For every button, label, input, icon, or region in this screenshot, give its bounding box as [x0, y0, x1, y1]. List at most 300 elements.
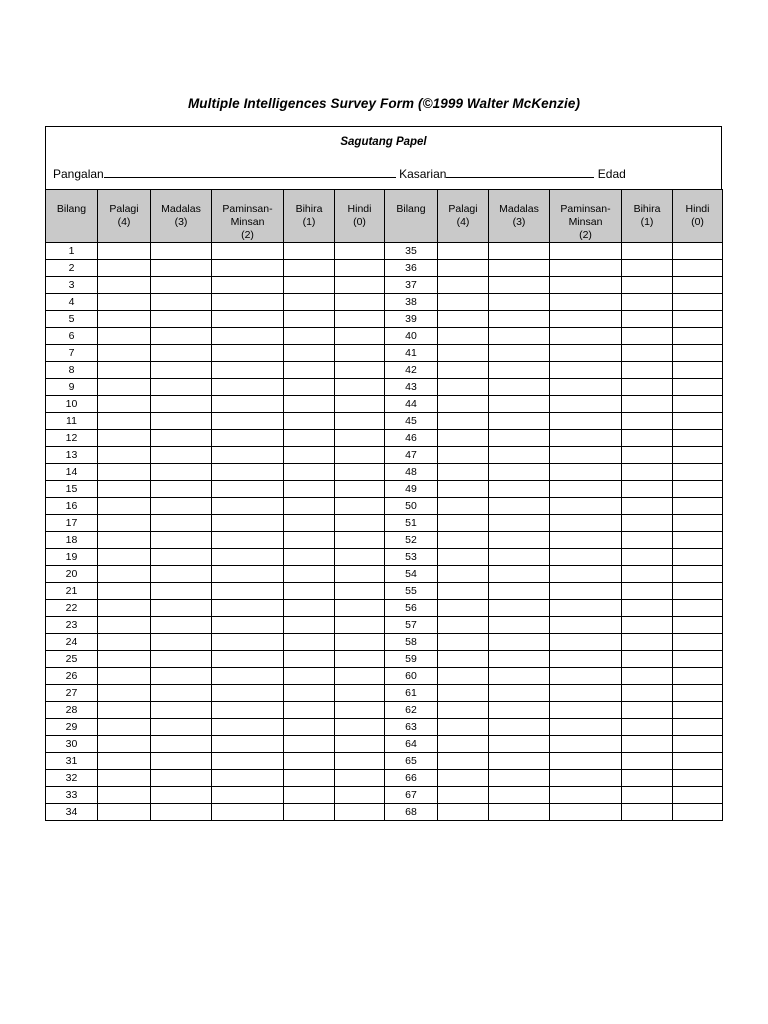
answer-cell[interactable]: [489, 328, 550, 345]
answer-cell[interactable]: [673, 379, 723, 396]
answer-cell[interactable]: [151, 379, 212, 396]
answer-cell[interactable]: [438, 685, 489, 702]
answer-cell[interactable]: [151, 328, 212, 345]
answer-cell[interactable]: [673, 583, 723, 600]
answer-cell[interactable]: [284, 311, 335, 328]
answer-cell[interactable]: [335, 362, 385, 379]
answer-cell[interactable]: [673, 668, 723, 685]
answer-cell[interactable]: [550, 634, 622, 651]
answer-cell[interactable]: [335, 787, 385, 804]
answer-cell[interactable]: [212, 362, 284, 379]
answer-cell[interactable]: [489, 770, 550, 787]
answer-cell[interactable]: [335, 736, 385, 753]
answer-cell[interactable]: [550, 311, 622, 328]
answer-cell[interactable]: [550, 464, 622, 481]
answer-cell[interactable]: [284, 260, 335, 277]
answer-cell[interactable]: [212, 260, 284, 277]
answer-cell[interactable]: [673, 804, 723, 821]
answer-cell[interactable]: [212, 719, 284, 736]
answer-cell[interactable]: [673, 787, 723, 804]
answer-cell[interactable]: [438, 311, 489, 328]
answer-cell[interactable]: [98, 498, 151, 515]
answer-cell[interactable]: [98, 447, 151, 464]
answer-cell[interactable]: [550, 651, 622, 668]
answer-cell[interactable]: [673, 515, 723, 532]
answer-cell[interactable]: [673, 464, 723, 481]
answer-cell[interactable]: [151, 600, 212, 617]
answer-cell[interactable]: [335, 328, 385, 345]
answer-cell[interactable]: [335, 804, 385, 821]
answer-cell[interactable]: [335, 566, 385, 583]
answer-cell[interactable]: [438, 549, 489, 566]
answer-cell[interactable]: [335, 498, 385, 515]
answer-cell[interactable]: [550, 719, 622, 736]
answer-cell[interactable]: [438, 583, 489, 600]
answer-cell[interactable]: [151, 753, 212, 770]
answer-cell[interactable]: [673, 600, 723, 617]
answer-cell[interactable]: [622, 668, 673, 685]
answer-cell[interactable]: [550, 362, 622, 379]
answer-cell[interactable]: [335, 532, 385, 549]
answer-cell[interactable]: [212, 464, 284, 481]
answer-cell[interactable]: [622, 600, 673, 617]
answer-cell[interactable]: [151, 770, 212, 787]
answer-cell[interactable]: [438, 532, 489, 549]
answer-cell[interactable]: [438, 294, 489, 311]
answer-cell[interactable]: [151, 566, 212, 583]
answer-cell[interactable]: [151, 532, 212, 549]
answer-cell[interactable]: [673, 702, 723, 719]
answer-cell[interactable]: [212, 668, 284, 685]
answer-cell[interactable]: [622, 481, 673, 498]
answer-cell[interactable]: [438, 481, 489, 498]
answer-cell[interactable]: [284, 753, 335, 770]
answer-cell[interactable]: [489, 583, 550, 600]
answer-cell[interactable]: [438, 430, 489, 447]
answer-cell[interactable]: [151, 362, 212, 379]
answer-cell[interactable]: [151, 345, 212, 362]
answer-cell[interactable]: [98, 260, 151, 277]
answer-cell[interactable]: [489, 413, 550, 430]
answer-cell[interactable]: [335, 294, 385, 311]
answer-cell[interactable]: [550, 532, 622, 549]
answer-cell[interactable]: [438, 464, 489, 481]
answer-cell[interactable]: [98, 532, 151, 549]
answer-cell[interactable]: [98, 634, 151, 651]
answer-cell[interactable]: [489, 600, 550, 617]
answer-cell[interactable]: [673, 447, 723, 464]
answer-cell[interactable]: [212, 736, 284, 753]
answer-cell[interactable]: [98, 379, 151, 396]
answer-cell[interactable]: [550, 583, 622, 600]
answer-cell[interactable]: [284, 430, 335, 447]
answer-cell[interactable]: [98, 481, 151, 498]
answer-cell[interactable]: [212, 294, 284, 311]
answer-cell[interactable]: [212, 243, 284, 260]
answer-cell[interactable]: [438, 770, 489, 787]
answer-cell[interactable]: [98, 396, 151, 413]
answer-cell[interactable]: [438, 379, 489, 396]
answer-cell[interactable]: [438, 702, 489, 719]
answer-cell[interactable]: [212, 634, 284, 651]
answer-cell[interactable]: [284, 719, 335, 736]
answer-cell[interactable]: [212, 566, 284, 583]
answer-cell[interactable]: [550, 277, 622, 294]
answer-cell[interactable]: [284, 481, 335, 498]
answer-cell[interactable]: [212, 770, 284, 787]
answer-cell[interactable]: [212, 753, 284, 770]
answer-cell[interactable]: [438, 362, 489, 379]
answer-cell[interactable]: [98, 770, 151, 787]
answer-cell[interactable]: [622, 549, 673, 566]
answer-cell[interactable]: [438, 328, 489, 345]
answer-cell[interactable]: [438, 515, 489, 532]
answer-cell[interactable]: [212, 396, 284, 413]
answer-cell[interactable]: [622, 651, 673, 668]
answer-cell[interactable]: [438, 277, 489, 294]
answer-cell[interactable]: [438, 447, 489, 464]
answer-cell[interactable]: [212, 328, 284, 345]
answer-cell[interactable]: [98, 651, 151, 668]
answer-cell[interactable]: [335, 311, 385, 328]
answer-cell[interactable]: [284, 515, 335, 532]
answer-cell[interactable]: [284, 668, 335, 685]
answer-cell[interactable]: [212, 532, 284, 549]
answer-cell[interactable]: [489, 566, 550, 583]
answer-cell[interactable]: [438, 600, 489, 617]
answer-cell[interactable]: [622, 345, 673, 362]
answer-cell[interactable]: [622, 362, 673, 379]
answer-cell[interactable]: [151, 481, 212, 498]
answer-cell[interactable]: [673, 753, 723, 770]
answer-cell[interactable]: [673, 566, 723, 583]
answer-cell[interactable]: [98, 243, 151, 260]
answer-cell[interactable]: [151, 549, 212, 566]
answer-cell[interactable]: [151, 447, 212, 464]
answer-cell[interactable]: [284, 617, 335, 634]
answer-cell[interactable]: [550, 753, 622, 770]
answer-cell[interactable]: [151, 243, 212, 260]
answer-cell[interactable]: [212, 583, 284, 600]
answer-cell[interactable]: [622, 396, 673, 413]
answer-cell[interactable]: [489, 464, 550, 481]
answer-cell[interactable]: [98, 464, 151, 481]
answer-cell[interactable]: [489, 243, 550, 260]
answer-cell[interactable]: [622, 277, 673, 294]
answer-cell[interactable]: [550, 600, 622, 617]
answer-cell[interactable]: [550, 736, 622, 753]
answer-cell[interactable]: [335, 702, 385, 719]
answer-cell[interactable]: [212, 277, 284, 294]
answer-cell[interactable]: [284, 498, 335, 515]
answer-cell[interactable]: [489, 753, 550, 770]
answer-cell[interactable]: [284, 447, 335, 464]
answer-cell[interactable]: [335, 464, 385, 481]
answer-cell[interactable]: [335, 277, 385, 294]
answer-cell[interactable]: [489, 481, 550, 498]
answer-cell[interactable]: [98, 736, 151, 753]
answer-cell[interactable]: [673, 651, 723, 668]
answer-cell[interactable]: [673, 634, 723, 651]
answer-cell[interactable]: [335, 668, 385, 685]
answer-cell[interactable]: [212, 430, 284, 447]
answer-cell[interactable]: [151, 464, 212, 481]
answer-cell[interactable]: [622, 617, 673, 634]
answer-cell[interactable]: [98, 277, 151, 294]
answer-cell[interactable]: [212, 481, 284, 498]
answer-cell[interactable]: [673, 260, 723, 277]
answer-cell[interactable]: [673, 430, 723, 447]
answer-cell[interactable]: [673, 328, 723, 345]
answer-cell[interactable]: [438, 260, 489, 277]
answer-cell[interactable]: [335, 634, 385, 651]
answer-cell[interactable]: [98, 328, 151, 345]
answer-cell[interactable]: [98, 702, 151, 719]
answer-cell[interactable]: [489, 549, 550, 566]
answer-cell[interactable]: [673, 719, 723, 736]
answer-cell[interactable]: [98, 719, 151, 736]
answer-cell[interactable]: [98, 753, 151, 770]
answer-cell[interactable]: [335, 583, 385, 600]
answer-cell[interactable]: [550, 328, 622, 345]
answer-cell[interactable]: [550, 685, 622, 702]
answer-cell[interactable]: [489, 260, 550, 277]
answer-cell[interactable]: [98, 515, 151, 532]
answer-cell[interactable]: [335, 617, 385, 634]
answer-cell[interactable]: [622, 583, 673, 600]
answer-cell[interactable]: [622, 498, 673, 515]
answer-cell[interactable]: [212, 617, 284, 634]
answer-cell[interactable]: [98, 413, 151, 430]
answer-cell[interactable]: [550, 379, 622, 396]
answer-cell[interactable]: [550, 413, 622, 430]
answer-cell[interactable]: [98, 804, 151, 821]
answer-cell[interactable]: [673, 294, 723, 311]
answer-cell[interactable]: [151, 396, 212, 413]
answer-cell[interactable]: [550, 430, 622, 447]
answer-cell[interactable]: [673, 345, 723, 362]
answer-cell[interactable]: [335, 260, 385, 277]
answer-cell[interactable]: [622, 413, 673, 430]
answer-cell[interactable]: [335, 379, 385, 396]
answer-cell[interactable]: [98, 685, 151, 702]
answer-cell[interactable]: [151, 498, 212, 515]
sex-field[interactable]: [446, 166, 594, 178]
answer-cell[interactable]: [622, 464, 673, 481]
answer-cell[interactable]: [673, 549, 723, 566]
answer-cell[interactable]: [284, 702, 335, 719]
answer-cell[interactable]: [438, 787, 489, 804]
answer-cell[interactable]: [438, 413, 489, 430]
answer-cell[interactable]: [284, 345, 335, 362]
answer-cell[interactable]: [489, 362, 550, 379]
answer-cell[interactable]: [622, 753, 673, 770]
answer-cell[interactable]: [212, 515, 284, 532]
answer-cell[interactable]: [151, 702, 212, 719]
answer-cell[interactable]: [151, 311, 212, 328]
answer-cell[interactable]: [622, 804, 673, 821]
answer-cell[interactable]: [151, 430, 212, 447]
answer-cell[interactable]: [98, 583, 151, 600]
answer-cell[interactable]: [622, 294, 673, 311]
answer-cell[interactable]: [335, 770, 385, 787]
answer-cell[interactable]: [284, 787, 335, 804]
answer-cell[interactable]: [212, 447, 284, 464]
answer-cell[interactable]: [212, 685, 284, 702]
answer-cell[interactable]: [212, 804, 284, 821]
answer-cell[interactable]: [98, 549, 151, 566]
answer-cell[interactable]: [151, 668, 212, 685]
answer-cell[interactable]: [98, 566, 151, 583]
answer-cell[interactable]: [284, 770, 335, 787]
answer-cell[interactable]: [550, 260, 622, 277]
answer-cell[interactable]: [212, 787, 284, 804]
answer-cell[interactable]: [284, 804, 335, 821]
answer-cell[interactable]: [550, 566, 622, 583]
answer-cell[interactable]: [212, 413, 284, 430]
answer-cell[interactable]: [489, 617, 550, 634]
answer-cell[interactable]: [98, 294, 151, 311]
answer-cell[interactable]: [438, 719, 489, 736]
answer-cell[interactable]: [489, 294, 550, 311]
answer-cell[interactable]: [438, 345, 489, 362]
answer-cell[interactable]: [284, 583, 335, 600]
answer-cell[interactable]: [622, 634, 673, 651]
answer-cell[interactable]: [673, 685, 723, 702]
answer-cell[interactable]: [673, 736, 723, 753]
answer-cell[interactable]: [438, 243, 489, 260]
answer-cell[interactable]: [284, 294, 335, 311]
answer-cell[interactable]: [151, 651, 212, 668]
answer-cell[interactable]: [284, 532, 335, 549]
answer-cell[interactable]: [335, 345, 385, 362]
answer-cell[interactable]: [673, 481, 723, 498]
answer-cell[interactable]: [335, 413, 385, 430]
answer-cell[interactable]: [151, 719, 212, 736]
answer-cell[interactable]: [212, 702, 284, 719]
answer-cell[interactable]: [622, 260, 673, 277]
answer-cell[interactable]: [489, 736, 550, 753]
answer-cell[interactable]: [489, 447, 550, 464]
answer-cell[interactable]: [438, 804, 489, 821]
answer-cell[interactable]: [438, 566, 489, 583]
answer-cell[interactable]: [151, 685, 212, 702]
answer-cell[interactable]: [489, 634, 550, 651]
answer-cell[interactable]: [489, 532, 550, 549]
answer-cell[interactable]: [489, 787, 550, 804]
answer-cell[interactable]: [550, 617, 622, 634]
answer-cell[interactable]: [622, 379, 673, 396]
answer-cell[interactable]: [284, 549, 335, 566]
answer-cell[interactable]: [284, 685, 335, 702]
answer-cell[interactable]: [212, 549, 284, 566]
answer-cell[interactable]: [212, 600, 284, 617]
answer-cell[interactable]: [212, 311, 284, 328]
answer-cell[interactable]: [550, 396, 622, 413]
answer-cell[interactable]: [284, 328, 335, 345]
answer-cell[interactable]: [98, 668, 151, 685]
answer-cell[interactable]: [550, 498, 622, 515]
answer-cell[interactable]: [335, 396, 385, 413]
answer-cell[interactable]: [151, 583, 212, 600]
answer-cell[interactable]: [550, 787, 622, 804]
answer-cell[interactable]: [489, 702, 550, 719]
answer-cell[interactable]: [622, 447, 673, 464]
answer-cell[interactable]: [673, 277, 723, 294]
answer-cell[interactable]: [212, 345, 284, 362]
answer-cell[interactable]: [489, 804, 550, 821]
answer-cell[interactable]: [151, 787, 212, 804]
answer-cell[interactable]: [335, 719, 385, 736]
answer-cell[interactable]: [622, 243, 673, 260]
answer-cell[interactable]: [673, 396, 723, 413]
answer-cell[interactable]: [489, 277, 550, 294]
answer-cell[interactable]: [489, 719, 550, 736]
answer-cell[interactable]: [212, 651, 284, 668]
answer-cell[interactable]: [151, 515, 212, 532]
answer-cell[interactable]: [489, 311, 550, 328]
answer-cell[interactable]: [489, 651, 550, 668]
answer-cell[interactable]: [284, 277, 335, 294]
answer-cell[interactable]: [622, 532, 673, 549]
answer-cell[interactable]: [212, 379, 284, 396]
answer-cell[interactable]: [673, 311, 723, 328]
answer-cell[interactable]: [550, 481, 622, 498]
answer-cell[interactable]: [622, 515, 673, 532]
answer-cell[interactable]: [98, 787, 151, 804]
answer-cell[interactable]: [335, 600, 385, 617]
answer-cell[interactable]: [284, 634, 335, 651]
answer-cell[interactable]: [284, 736, 335, 753]
answer-cell[interactable]: [673, 498, 723, 515]
answer-cell[interactable]: [622, 787, 673, 804]
answer-cell[interactable]: [489, 345, 550, 362]
answer-cell[interactable]: [284, 651, 335, 668]
answer-cell[interactable]: [335, 243, 385, 260]
answer-cell[interactable]: [489, 498, 550, 515]
answer-cell[interactable]: [550, 243, 622, 260]
answer-cell[interactable]: [284, 566, 335, 583]
answer-cell[interactable]: [151, 736, 212, 753]
answer-cell[interactable]: [151, 413, 212, 430]
answer-cell[interactable]: [550, 702, 622, 719]
answer-cell[interactable]: [284, 464, 335, 481]
answer-cell[interactable]: [550, 345, 622, 362]
answer-cell[interactable]: [622, 719, 673, 736]
answer-cell[interactable]: [98, 362, 151, 379]
answer-cell[interactable]: [335, 430, 385, 447]
answer-cell[interactable]: [98, 311, 151, 328]
answer-cell[interactable]: [550, 515, 622, 532]
answer-cell[interactable]: [438, 617, 489, 634]
answer-cell[interactable]: [284, 413, 335, 430]
answer-cell[interactable]: [622, 736, 673, 753]
answer-cell[interactable]: [212, 498, 284, 515]
answer-cell[interactable]: [151, 260, 212, 277]
answer-cell[interactable]: [284, 379, 335, 396]
answer-cell[interactable]: [438, 736, 489, 753]
answer-cell[interactable]: [550, 804, 622, 821]
answer-cell[interactable]: [438, 753, 489, 770]
answer-cell[interactable]: [622, 566, 673, 583]
answer-cell[interactable]: [284, 243, 335, 260]
answer-cell[interactable]: [622, 770, 673, 787]
answer-cell[interactable]: [489, 515, 550, 532]
answer-cell[interactable]: [550, 770, 622, 787]
answer-cell[interactable]: [489, 396, 550, 413]
answer-cell[interactable]: [622, 311, 673, 328]
answer-cell[interactable]: [335, 515, 385, 532]
